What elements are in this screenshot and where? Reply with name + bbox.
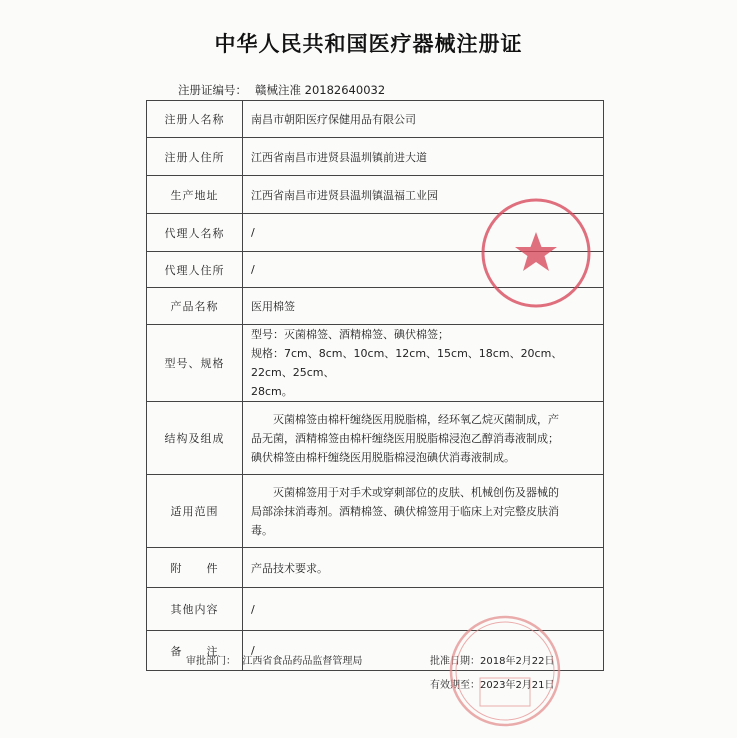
row-value: / <box>243 214 604 252</box>
value-line: 规格：7cm、8cm、10cm、12cm、15cm、18cm、20cm、22cm、25cm、 <box>251 347 563 379</box>
row-value: / <box>243 631 604 671</box>
table-row <box>147 548 604 588</box>
row-label: 生产地址 <box>147 176 243 214</box>
table-row <box>147 176 604 214</box>
row-value: 江西省南昌市进贤县温圳镇前进大道 <box>243 138 604 176</box>
row-value <box>243 402 604 475</box>
document-title: 中华人民共和国医疗器械注册证 <box>214 32 523 56</box>
approval-authority-line <box>186 652 362 667</box>
row-label: 型号、规格 <box>147 325 243 402</box>
row-label: 注册人名称 <box>147 101 243 138</box>
row-value: / <box>243 588 604 631</box>
row-label: 代理人名称 <box>147 214 243 252</box>
value-line: 灭菌棉签由棉杆缠绕医用脱脂棉，经环氧乙烷灭菌制成，产 <box>273 412 559 426</box>
row-value: 南昌市朝阳医疗保健用品有限公司 <box>243 101 604 138</box>
table-row <box>147 252 604 288</box>
expiry-date-label: 有效期至： <box>430 680 480 691</box>
certificate-number-line <box>178 82 385 98</box>
row-value: 江西省南昌市进贤县温圳镇温福工业园 <box>243 176 604 214</box>
certificate-number-value: 赣械注准 20182640032 <box>255 83 386 97</box>
table-row <box>147 588 604 631</box>
row-label: 适用范围 <box>147 475 243 548</box>
approval-date-line <box>430 652 555 667</box>
row-label: 备 注 <box>147 631 243 671</box>
value-line: 灭菌棉签用于对手术或穿刺部位的皮肤、机械创伤及器械的 <box>273 485 559 499</box>
authority-value: 江西省食品药品监督管理局 <box>242 656 363 667</box>
table-row <box>147 288 604 325</box>
row-value: 产品技术要求。 <box>243 548 604 588</box>
row-label: 产品名称 <box>147 288 243 325</box>
row-label: 附 件 <box>147 548 243 588</box>
row-label: 结构及组成 <box>147 402 243 475</box>
value-line: 品无菌，酒精棉签由棉杆缠绕医用脱脂棉浸泡乙醇消毒液制成； <box>251 431 559 445</box>
expiry-date-line <box>430 676 555 691</box>
table-row <box>147 402 604 475</box>
approval-date-value: 2018年2月22日 <box>480 656 555 667</box>
row-value: 医用棉签 <box>243 288 604 325</box>
table-row <box>147 214 604 252</box>
registration-table <box>146 100 604 671</box>
row-label: 注册人住所 <box>147 138 243 176</box>
table-row <box>147 138 604 176</box>
approval-date-label: 批准日期： <box>430 656 480 667</box>
table-row <box>147 101 604 138</box>
value-line: 毒。 <box>251 523 273 537</box>
table-row <box>147 475 604 548</box>
row-value <box>243 325 604 402</box>
value-line: 碘伏棉签由棉杆缠绕医用脱脂棉浸泡碘伏消毒液制成。 <box>251 450 515 464</box>
row-label: 代理人住所 <box>147 252 243 288</box>
value-line: 局部涂抹消毒剂。酒精棉签、碘伏棉签用于临床上对完整皮肤消 <box>251 504 559 518</box>
table-row <box>147 325 604 402</box>
value-line: 28cm。 <box>251 385 293 398</box>
value-line: 型号：灭菌棉签、酒精棉签、碘伏棉签； <box>251 328 449 341</box>
authority-label: 审批部门： <box>186 656 236 667</box>
row-value: / <box>243 252 604 288</box>
row-value <box>243 475 604 548</box>
row-label: 其他内容 <box>147 588 243 631</box>
expiry-date-value: 2023年2月21日 <box>480 680 555 691</box>
certificate-number-label: 注册证编号： <box>178 83 247 97</box>
